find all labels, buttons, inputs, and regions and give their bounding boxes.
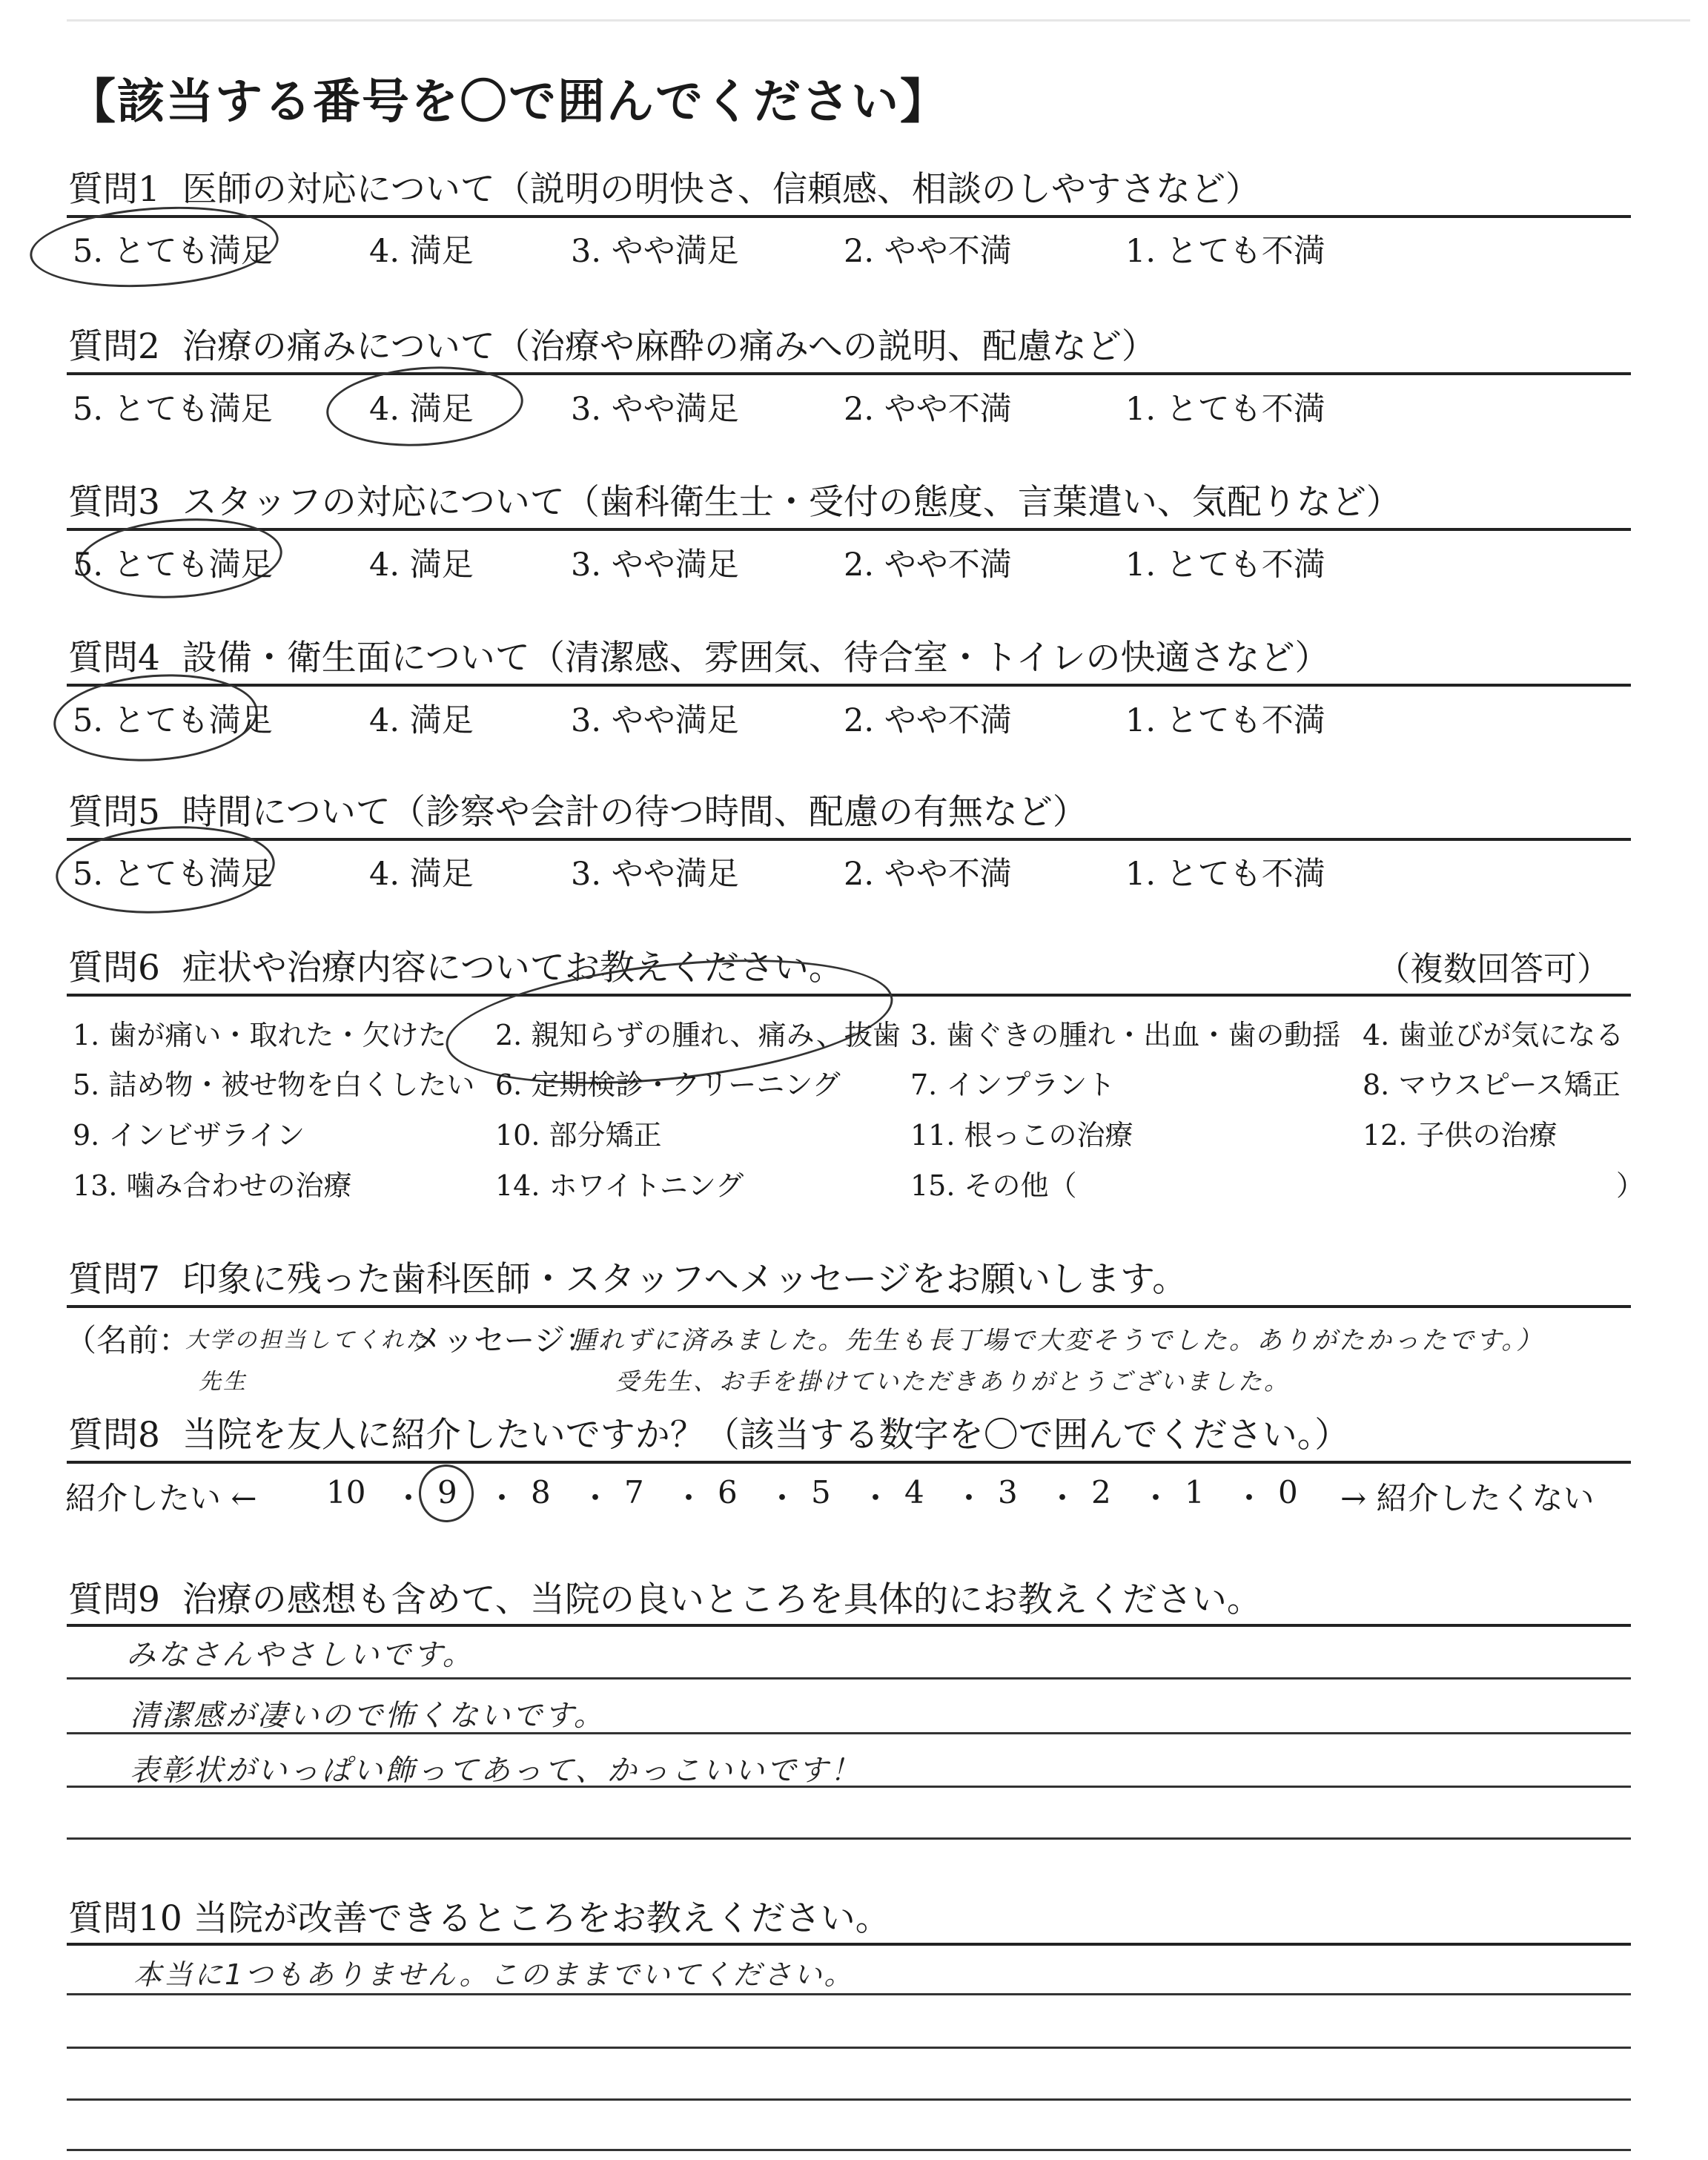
recommend-left-label: 紹介したい ← xyxy=(65,1480,257,1516)
writing-line xyxy=(67,1786,1631,1788)
writing-line xyxy=(67,1677,1631,1680)
scale-4[interactable]: 4 xyxy=(904,1474,924,1510)
question-7-rule xyxy=(67,1305,1631,1308)
question-2-label: 質問2 xyxy=(68,326,160,367)
question-7 xyxy=(68,1252,1187,1301)
recommend-right-label: → 紹介したくない xyxy=(1340,1480,1595,1516)
writing-line xyxy=(67,1993,1631,1995)
scale-dot: ・ xyxy=(1047,1480,1079,1516)
q6-option-1[interactable]: 1. 歯が痛い・取れた・欠けた xyxy=(73,1019,447,1051)
q3-option-2[interactable]: 2. やや不満 xyxy=(844,546,1012,584)
question-2 xyxy=(68,319,1156,369)
scale-1[interactable]: 1 xyxy=(1185,1474,1205,1510)
scale-dot: ・ xyxy=(393,1480,425,1516)
q1-option-1[interactable]: 1. とても不満 xyxy=(1125,233,1325,270)
writing-line xyxy=(67,1837,1631,1840)
question-6-label: 質問6 xyxy=(68,948,160,988)
scale-8[interactable]: 8 xyxy=(531,1474,551,1510)
page-title: 【該当する番号を〇で囲んでください】 xyxy=(68,74,949,130)
handwritten-name-2: 先生 xyxy=(199,1369,248,1395)
question-4 xyxy=(68,630,1330,680)
q6-other-close-paren: ） xyxy=(1616,1169,1645,1202)
question-6-text: 症状や治療内容についてお教えください。 xyxy=(182,948,844,988)
question-1 xyxy=(68,162,1260,211)
scale-answer-circle xyxy=(417,1463,475,1525)
question-9-rule xyxy=(67,1624,1631,1627)
question-9-label: 質問9 xyxy=(68,1579,160,1620)
scale-7[interactable]: 7 xyxy=(624,1474,644,1510)
q4-option-5[interactable]: 5. とても満足 xyxy=(73,702,273,739)
question-10-rule xyxy=(67,1943,1631,1946)
scale-5[interactable]: 5 xyxy=(811,1474,831,1510)
q5-option-1[interactable]: 1. とても不満 xyxy=(1125,856,1325,893)
q6-option-13[interactable]: 13. 噛み合わせの治療 xyxy=(73,1169,352,1202)
q6-option-5[interactable]: 5. 詰め物・被せ物を白くしたい xyxy=(73,1069,475,1101)
scale-9[interactable]: 9 xyxy=(437,1474,457,1510)
question-2-rule xyxy=(67,372,1631,375)
q10-answer-line-1: 本当に1つもありません。このままでいてください。 xyxy=(133,1958,855,1991)
q1-option-5[interactable]: 5. とても満足 xyxy=(73,233,273,270)
q6-option-3[interactable]: 3. 歯ぐきの腫れ・出血・歯の動揺 xyxy=(910,1019,1341,1051)
question-1-label: 質問1 xyxy=(68,169,160,210)
q4-option-4[interactable]: 4. 満足 xyxy=(369,702,474,739)
top-border xyxy=(67,19,1690,22)
q1-option-2[interactable]: 2. やや不満 xyxy=(844,233,1012,270)
scale-dot: ・ xyxy=(1140,1480,1172,1516)
writing-line xyxy=(67,2098,1631,2101)
question-4-text: 設備・衛生面について（清潔感、雰囲気、待合室・トイレの快適さなど） xyxy=(182,638,1330,678)
q3-option-4[interactable]: 4. 満足 xyxy=(369,546,474,584)
writing-line xyxy=(67,1732,1631,1734)
question-5-rule xyxy=(67,838,1631,841)
q5-option-3[interactable]: 3. やや満足 xyxy=(571,856,739,893)
q6-option-12[interactable]: 12. 子供の治療 xyxy=(1363,1119,1558,1152)
scale-dot: ・ xyxy=(1234,1480,1265,1516)
q4-option-1[interactable]: 1. とても不満 xyxy=(1125,702,1325,739)
question-8-rule xyxy=(67,1461,1631,1464)
scale-dot: ・ xyxy=(580,1480,612,1516)
scale-0[interactable]: 0 xyxy=(1278,1474,1298,1510)
q5-option-5[interactable]: 5. とても満足 xyxy=(73,856,273,893)
question-5-text: 時間について（診察や会計の待つ時間、配慮の有無など） xyxy=(182,792,1088,833)
question-8-label: 質問8 xyxy=(68,1415,160,1456)
q6-option-15[interactable]: 15. その他（ xyxy=(910,1169,1077,1202)
scale-dot: ・ xyxy=(767,1480,798,1516)
q6-option-6[interactable]: 6. 定期検診・クリーニング xyxy=(495,1069,841,1101)
question-4-rule xyxy=(67,684,1631,687)
question-1-text: 医師の対応について（説明の明快さ、信頼感、相談のしやすさなど） xyxy=(182,169,1260,210)
scale-6[interactable]: 6 xyxy=(718,1474,738,1510)
scale-dot: ・ xyxy=(486,1480,518,1516)
question-1-rule xyxy=(67,215,1631,218)
q3-option-1[interactable]: 1. とても不満 xyxy=(1125,546,1325,584)
q6-option-10[interactable]: 10. 部分矯正 xyxy=(495,1119,662,1152)
q2-option-5[interactable]: 5. とても満足 xyxy=(73,391,273,428)
question-10-label: 質問10 xyxy=(68,1898,182,1939)
scale-10[interactable]: 10 xyxy=(326,1474,366,1510)
q2-option-2[interactable]: 2. やや不満 xyxy=(844,391,1012,428)
question-7-label: 質問7 xyxy=(68,1259,160,1300)
question-4-label: 質問4 xyxy=(68,638,160,678)
question-3-label: 質問3 xyxy=(68,482,160,523)
question-10-text: 当院が改善できるところをお教えください。 xyxy=(193,1898,890,1939)
q2-option-3[interactable]: 3. やや満足 xyxy=(571,391,739,428)
question-5 xyxy=(68,785,1088,834)
scale-2[interactable]: 2 xyxy=(1091,1474,1111,1510)
message-label: メッセージ： xyxy=(411,1322,597,1358)
multiple-answers-note: （複数回答可） xyxy=(1376,949,1610,988)
recommendation-scale xyxy=(65,1474,1637,1516)
handwritten-message-2: 受先生、お手を掛けていただきありがとうございました。 xyxy=(615,1367,1291,1396)
handwritten-message: 腫れずに済みました。先生も長丁場で大変そうでした。ありがたかったです。） xyxy=(571,1326,1544,1355)
q6-option-8[interactable]: 8. マウスピース矯正 xyxy=(1363,1069,1621,1101)
q6-option-11[interactable]: 11. 根っこの治療 xyxy=(910,1119,1133,1152)
q9-answer-line-3: 表彰状がいっぱい飾ってあって、かっこいいです！ xyxy=(130,1754,862,1788)
q4-option-3[interactable]: 3. やや満足 xyxy=(571,702,739,739)
q1-option-4[interactable]: 4. 満足 xyxy=(369,233,474,270)
q4-option-2[interactable]: 2. やや不満 xyxy=(844,702,1012,739)
question-10 xyxy=(68,1891,890,1941)
writing-line xyxy=(67,2149,1631,2151)
handwritten-name: 大学の担当してくれた xyxy=(185,1327,430,1353)
question-5-label: 質問5 xyxy=(68,792,160,833)
question-7-text: 印象に残った歯科医師・スタッフへメッセージをお願いします。 xyxy=(182,1259,1188,1300)
q3-option-5[interactable]: 5. とても満足 xyxy=(73,546,273,584)
scale-dot: ・ xyxy=(860,1480,892,1516)
q3-option-3[interactable]: 3. やや満足 xyxy=(571,546,739,584)
question-3-text: スタッフの対応について（歯科衛生士・受付の態度、言葉遣い、気配りなど） xyxy=(182,482,1401,523)
q6-option-7[interactable]: 7. インプラント xyxy=(910,1069,1116,1101)
question-3 xyxy=(68,475,1401,524)
q6-option-2[interactable]: 2. 親知らずの腫れ、痛み、抜歯 xyxy=(495,1019,901,1051)
scale-3[interactable]: 3 xyxy=(998,1474,1018,1510)
question-9-text: 治療の感想も含めて、当院の良いところを具体的にお教えください。 xyxy=(182,1579,1262,1620)
q9-answer-line-2: 清潔感が凄いので怖くないです。 xyxy=(130,1699,606,1733)
name-prefix: （名前： xyxy=(65,1322,191,1358)
scale-dot: ・ xyxy=(673,1480,705,1516)
question-2-text: 治療の痛みについて（治療や麻酔の痛みへの説明、配慮など） xyxy=(182,326,1156,367)
writing-line xyxy=(67,2047,1631,2049)
q2-option-4[interactable]: 4. 満足 xyxy=(369,391,474,428)
scale-dot: ・ xyxy=(953,1480,985,1516)
q9-answer-line-1: みなさんやさしいです。 xyxy=(126,1638,474,1672)
question-8 xyxy=(68,1407,1349,1457)
question-3-rule xyxy=(67,528,1631,531)
q5-option-2[interactable]: 2. やや不満 xyxy=(844,856,1012,893)
question-8-text: 当院を友人に紹介したいですか？（該当する数字を〇で囲んでください。） xyxy=(182,1415,1350,1456)
q1-option-3[interactable]: 3. やや満足 xyxy=(571,233,739,270)
q6-option-14[interactable]: 14. ホワイトニング xyxy=(495,1169,744,1202)
q5-option-4[interactable]: 4. 満足 xyxy=(369,856,474,893)
q6-option-4[interactable]: 4. 歯並びが気になる xyxy=(1363,1019,1624,1051)
q2-option-1[interactable]: 1. とても不満 xyxy=(1125,391,1325,428)
question-9 xyxy=(68,1572,1262,1622)
q6-option-9[interactable]: 9. インビザライン xyxy=(73,1119,305,1152)
